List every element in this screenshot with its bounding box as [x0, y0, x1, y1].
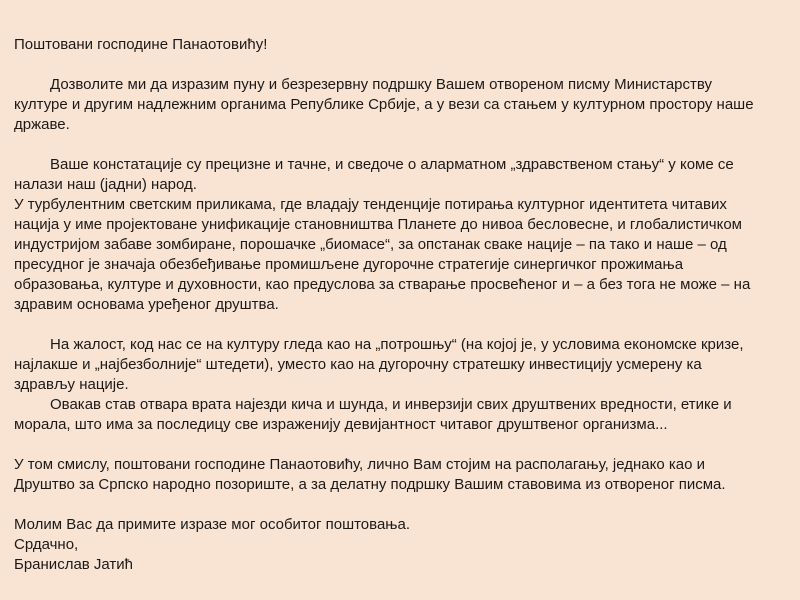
paragraph-gap — [14, 495, 790, 515]
paragraph-gap — [14, 315, 790, 335]
closing-line: Срдачно, — [14, 536, 79, 553]
paragraph-line: нација у име пројектоване унификације становништва Планете до нивоа бесловесне, и глобалистичком — [14, 216, 742, 233]
paragraph-gap — [14, 135, 790, 155]
paragraph-line: културе и другим надлежним органима Републике Србије, а у вези са стањем у културном простору наше — [14, 96, 754, 113]
paragraph-offer — [14, 455, 790, 495]
paragraph-line: У турбулентним светским приликама, где владају тенденције потирања културног идентитета читавих — [14, 196, 727, 213]
paragraph-line: морала, што има за последицу све израженију девијантност читавог друштвеног организма... — [14, 416, 668, 433]
paragraph-kitsch — [14, 395, 790, 435]
paragraph-gap — [14, 435, 790, 455]
closing-line: Молим Вас да примите изразе мог особитог поштовања. — [14, 516, 410, 533]
paragraph-gap — [14, 55, 790, 75]
paragraph-line: здравим основама уређеног друштва. — [14, 296, 279, 313]
letter-body — [14, 35, 790, 575]
paragraph-line: Ваше констатације су прецизне и тачне, и сведоче о аларматном „здравственом стању“ у коме се — [50, 156, 734, 173]
paragraph-statements — [14, 155, 790, 195]
paragraph-line: У том смислу, поштовани господине Панаотовићу, лично Вам стојим на располагању, једнако као и — [14, 456, 705, 473]
paragraph-line: образовања, културе и духовности, као предуслова за стварање просвећеног и – а без тога не може – на — [14, 276, 751, 293]
closing — [14, 515, 790, 555]
paragraph-line: здрављу нације. — [14, 376, 129, 393]
salutation: Поштовани господине Панаотовићу! — [14, 36, 268, 53]
paragraph-consumption — [14, 335, 790, 395]
signature: Бранислав Јатић — [14, 556, 134, 573]
paragraph-line: државе. — [14, 116, 70, 133]
paragraph-line: На жалост, код нас се на културу гледа као на „потрошњу“ (на којој је, у условима економске кризе, — [50, 336, 744, 353]
paragraph-line: пресудног је значаја обезбеђивање промишљене дугорочне стратегије синергичког прожимања — [14, 256, 684, 273]
paragraph-line: Дозволите ми да изразим пуну и безрезервну подршку Вашем отвореном писму Министарству — [50, 76, 713, 93]
paragraph-line: индустријом забаве зомбиране, порошачке „биомасе“, за опстанак сваке нације – па тако и наше – од — [14, 236, 727, 253]
paragraph-line: најлакше и „најбезболније“ штедети), уместо као на дугорочну стратешку инвестицију усмерену ка — [14, 356, 702, 373]
paragraph-line: налази наш (јадни) народ. — [14, 176, 197, 193]
paragraph-line: Овакав став отвара врата најезди кича и шунда, и инверзији свих друштвених вредности, етике и — [50, 396, 732, 413]
paragraph-line: Друштво за Српско народно позориште, а за делатну подршку Вашим ставовима из отвореног писма. — [14, 476, 726, 493]
paragraph-circumstances — [14, 195, 790, 315]
paragraph-support — [14, 75, 790, 135]
